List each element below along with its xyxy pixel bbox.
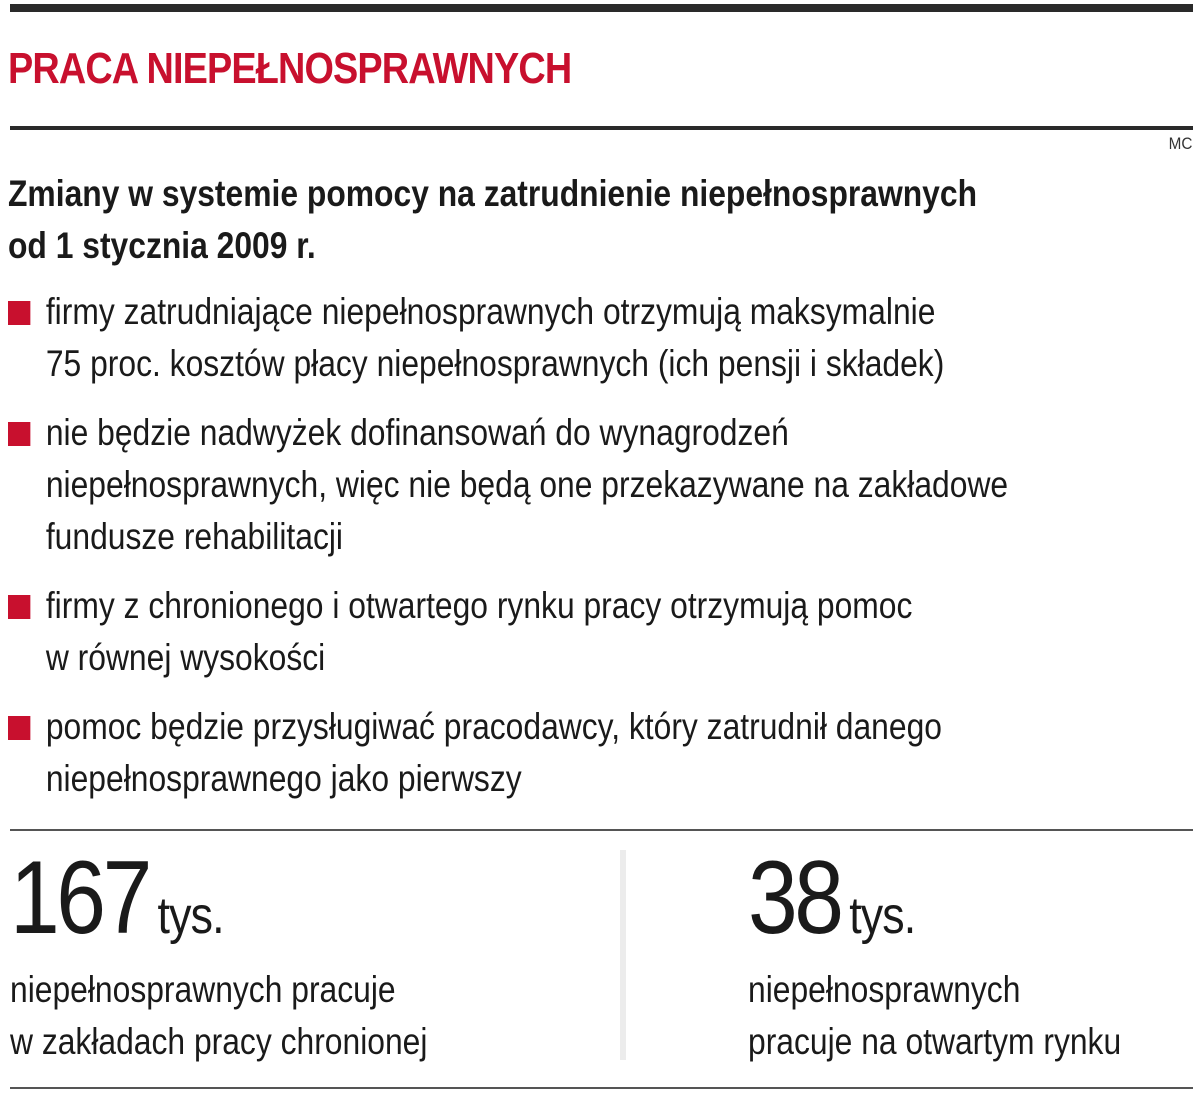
stat-sheltered [10,838,427,1068]
stat-number: 38 [748,840,841,956]
stats-top-rule [10,829,1193,831]
stat-desc-line: pracuje na otwartym rynku [748,1021,1122,1062]
page-title: PRACA NIEPEŁNOSPRAWNYCH [8,44,572,93]
item-line: w równej wysokości [45,637,326,678]
subtitle [8,168,1126,272]
square-bullet-icon [8,422,30,446]
changes-list [8,286,1160,822]
stat-unit: tys. [849,887,916,945]
square-bullet-icon [8,301,30,325]
stat-description [748,964,1121,1068]
stat-desc-line: w zakładach pracy chronionej [10,1021,428,1062]
subtitle-line: od 1 stycznia 2009 r. [8,225,316,266]
item-line: niepełnosprawnego jako pierwszy [45,758,522,799]
author-credit: MC [1168,134,1192,153]
list-item [8,580,1160,684]
item-line: firmy zatrudniające niepełnosprawnych otrzymują maksymalnie [45,291,936,332]
item-line: 75 proc. kosztów płacy niepełnosprawnych (ich pensji i składek) [45,343,945,384]
square-bullet-icon [8,716,30,740]
item-line: niepełnosprawnych, więc nie będą one przekazywane na zakładowe [45,464,1009,505]
list-item [8,407,1160,563]
item-line: fundusze rehabilitacji [45,516,344,557]
stat-description [10,964,427,1068]
item-line: nie będzie nadwyżek dofinansowań do wynagrodzeń [45,412,789,453]
item-line: pomoc będzie przysługiwać pracodawcy, który zatrudnił danego [45,706,942,747]
stats-bottom-rule [10,1087,1193,1089]
list-item [8,701,1160,805]
stat-desc-line: niepełnosprawnych [748,969,1021,1010]
stat-number: 167 [10,840,149,956]
stat-desc-line: niepełnosprawnych pracuje [10,969,396,1010]
header-rule [10,126,1193,130]
stat-unit: tys. [157,887,224,945]
item-line: firmy z chronionego i otwartego rynku pracy otrzymują pomoc [45,585,913,626]
top-rule [10,4,1193,12]
stat-open-market [748,838,1121,1068]
list-item [8,286,1160,390]
square-bullet-icon [8,595,30,619]
subtitle-line: Zmiany w systemie pomocy na zatrudnienie niepełnosprawnych [8,173,978,214]
stats-divider [620,850,626,1060]
